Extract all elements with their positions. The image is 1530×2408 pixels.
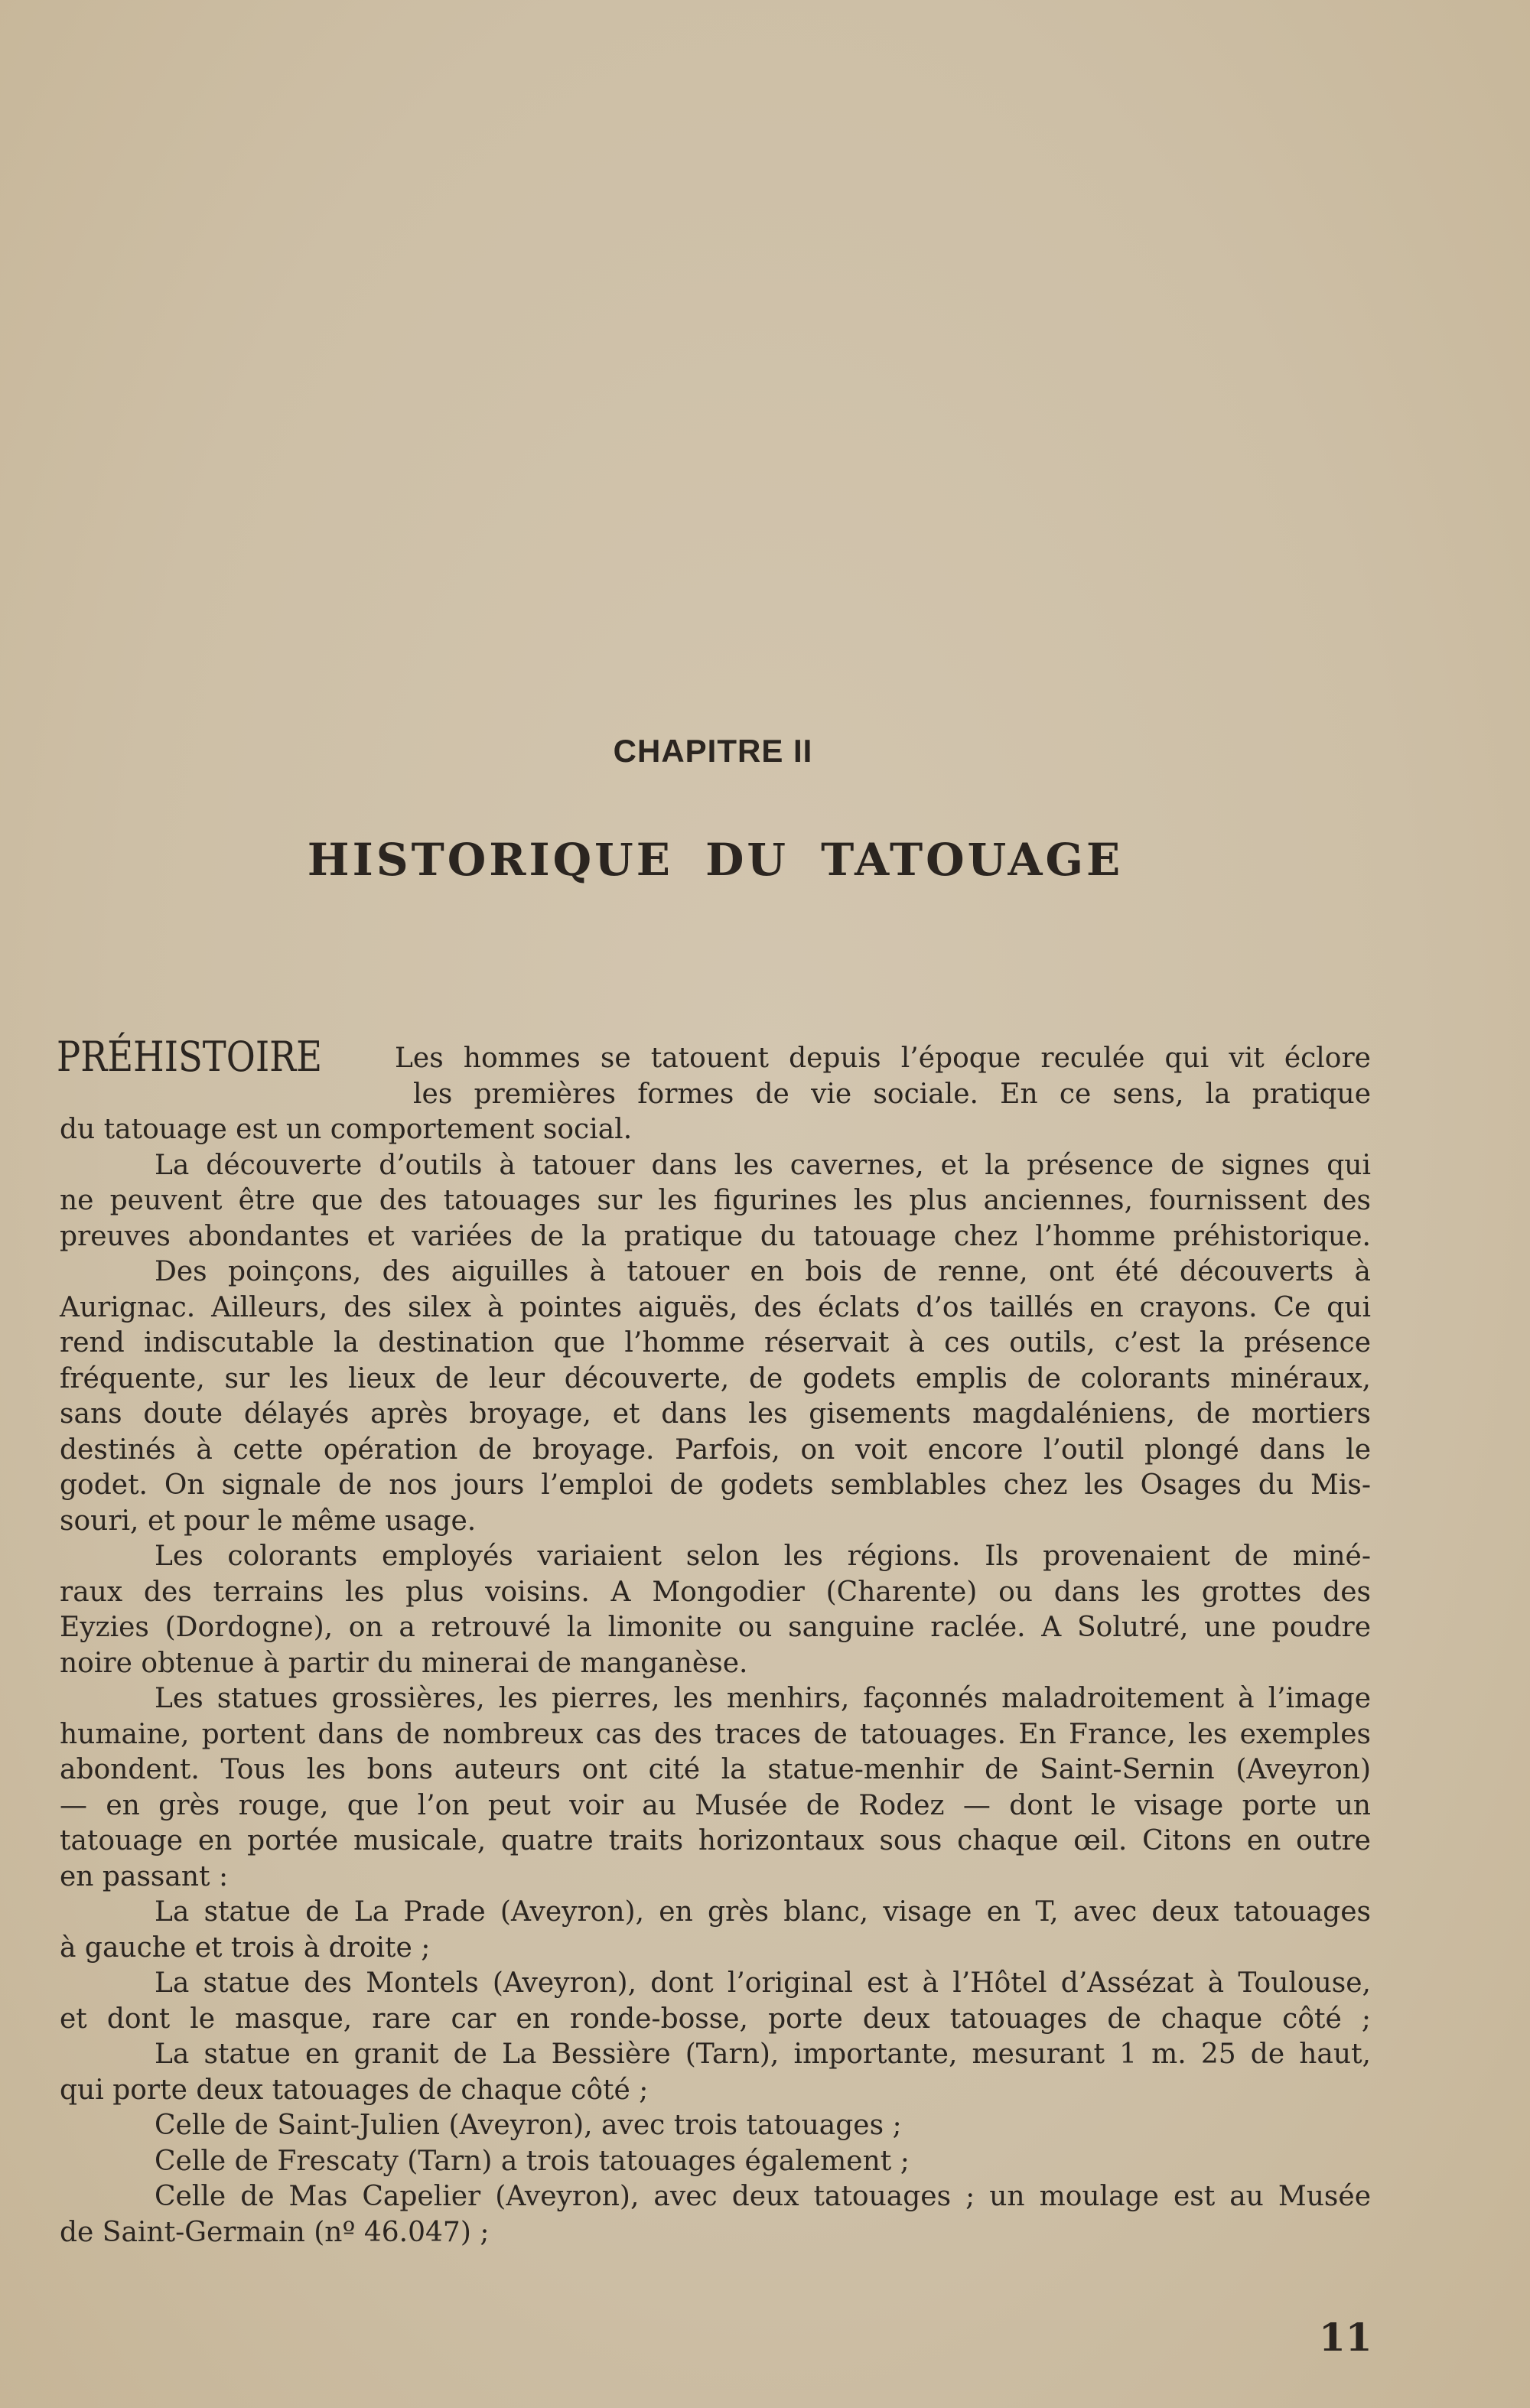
text-line: Les statues grossières, les pierres, les menhirs, façonnés maladroitement à l’image — [155, 1683, 1371, 1714]
text-line: preuves abondantes et variées de la pratique du tatouage chez l’homme préhistorique. — [60, 1220, 1371, 1252]
text-line: humaine, portent dans de nombreux cas des traces de tatouages. En France, les exemples — [60, 1718, 1371, 1750]
text-line: Celle de Saint-Julien (Aveyron), avec trois tatouages ; — [155, 2110, 902, 2141]
text-line: qui porte deux tatouages de chaque côté ; — [60, 2074, 649, 2106]
text-line: sans doute délayés après broyage, et dans les gisements magdaléniens, de mortiers — [60, 1398, 1371, 1430]
text-line: rend indiscutable la destination que l’homme réservait à ces outils, c’est la présence — [60, 1327, 1371, 1359]
page-number: 11 — [1319, 2315, 1372, 2360]
text-line: du tatouage est un comportement social. — [60, 1114, 633, 1145]
text-line: Les colorants employés variaient selon les régions. Ils provenaient de miné- — [155, 1541, 1371, 1572]
text-line: de Saint-Germain (nº 46.047) ; — [60, 2216, 490, 2248]
text-line: Les hommes se tatouent depuis l’époque reculée qui vit éclore — [395, 1043, 1371, 1074]
text-line: les premières formes de vie sociale. En ce sens, la pratique — [413, 1078, 1371, 1110]
text-line: La découverte d’outils à tatouer dans les cavernes, et la présence de signes qui — [155, 1149, 1371, 1181]
text-line: raux des terrains les plus voisins. A Mongodier (Charente) ou dans les grottes des — [60, 1576, 1371, 1608]
text-line: La statue de La Prade (Aveyron), en grès blanc, visage en T, avec deux tatouages — [155, 1896, 1371, 1928]
text-line: Eyzies (Dordogne), on a retrouvé la limonite ou sanguine raclée. A Solutré, une poudre — [60, 1612, 1371, 1643]
text-line: souri, et pour le même usage. — [60, 1505, 477, 1537]
text-line: — en grès rouge, que l’on peut voir au Musée de Rodez — dont le visage porte un — [60, 1789, 1371, 1821]
text-line: ne peuvent être que des tatouages sur les figurines les plus anciennes, fournissent des — [60, 1185, 1371, 1216]
section-heading: PRÉHISTOIRE — [57, 1033, 323, 1081]
text-line: noire obtenue à partir du minerai de manganèse. — [60, 1647, 748, 1679]
text-line: Celle de Mas Capelier (Aveyron), avec deux tatouages ; un moulage est au Musée — [155, 2181, 1371, 2212]
chapter-title: HISTORIQUE DU TATOUAGE — [307, 834, 1124, 886]
text-line: La statue des Montels (Aveyron), dont l’original est à l’Hôtel d’Assézat à Toulouse, — [155, 1967, 1371, 1999]
chapter-label: CHAPITRE II — [613, 733, 813, 769]
text-line: tatouage en portée musicale, quatre traits horizontaux sous chaque œil. Citons en outre — [60, 1825, 1371, 1856]
text-line: en passant : — [60, 1860, 229, 1892]
body-text — [60, 1041, 1371, 2250]
text-line: Aurignac. Ailleurs, des silex à pointes aiguës, des éclats d’os taillés en crayons. Ce qui — [60, 1291, 1371, 1323]
text-line: abondent. Tous les bons auteurs ont cité la statue-menhir de Saint-Sernin (Aveyron) — [60, 1754, 1371, 1785]
text-line: Des poinçons, des aiguilles à tatouer en bois de renne, ont été découverts à — [155, 1256, 1371, 1287]
text-line: et dont le masque, rare car en ronde-bosse, porte deux tatouages de chaque côté ; — [60, 2003, 1371, 2035]
text-line: destinés à cette opération de broyage. Parfois, on voit encore l’outil plongé dans le — [60, 1433, 1371, 1466]
text-line: godet. On signale de nos jours l’emploi de godets semblables chez les Osages du Mis- — [60, 1469, 1371, 1501]
text-line: à gauche et trois à droite ; — [60, 1931, 431, 1964]
text-line: Celle de Frescaty (Tarn) a trois tatouages également ; — [155, 2145, 910, 2177]
text-line: La statue en granit de La Bessière (Tarn), importante, mesurant 1 m. 25 de haut, — [155, 2039, 1371, 2070]
text-line: fréquente, sur les lieux de leur découverte, de godets emplis de colorants minéraux, — [60, 1362, 1371, 1394]
